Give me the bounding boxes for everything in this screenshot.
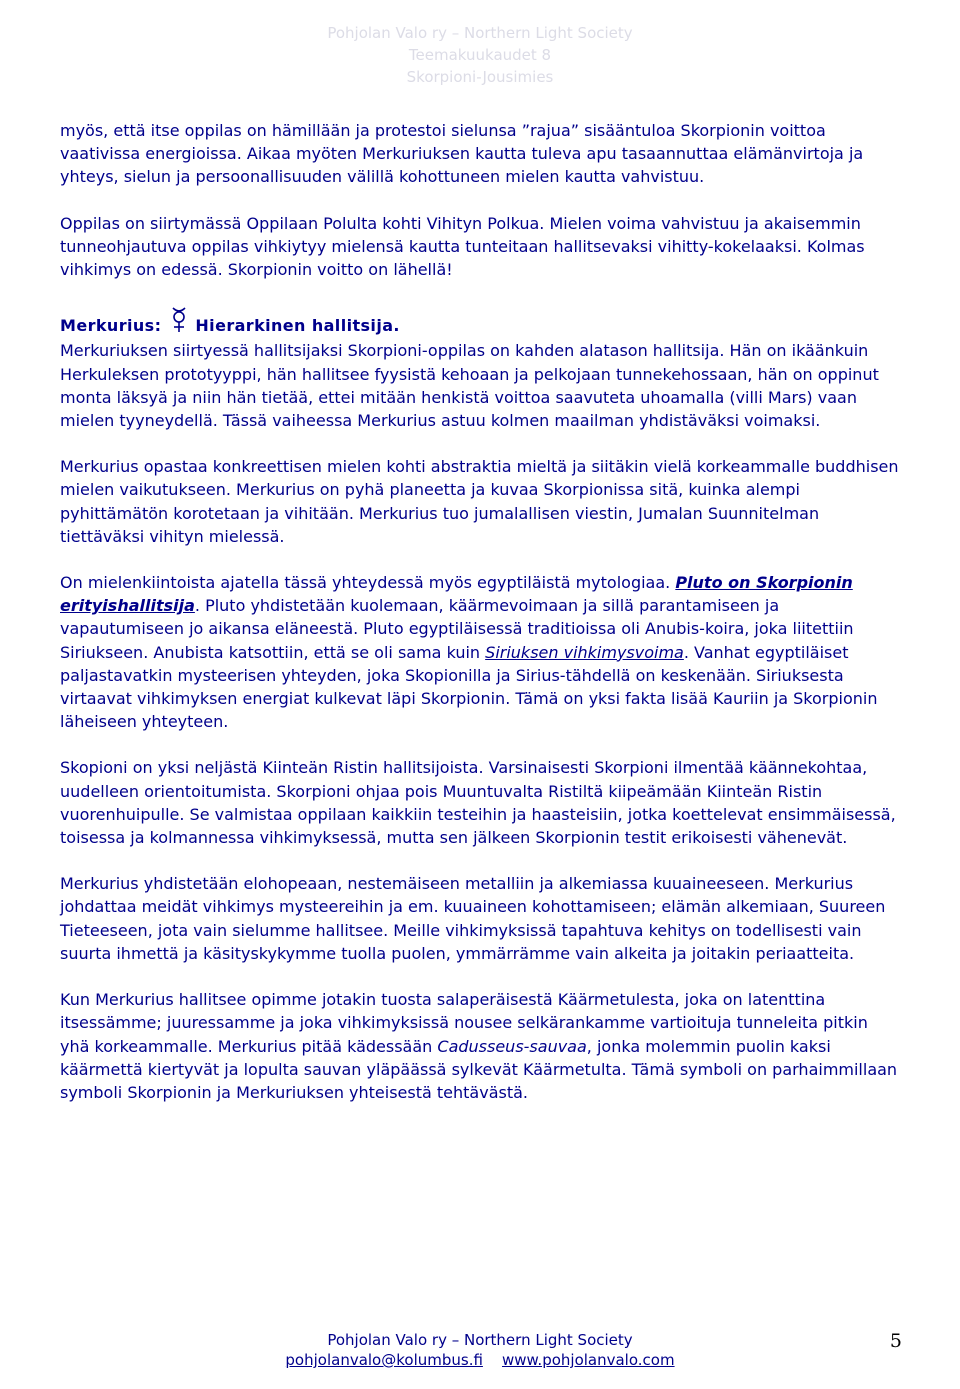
footer-org: Pohjolan Valo ry – Northern Light Society xyxy=(327,1331,633,1349)
paragraph: Skopioni on yksi neljästä Kiinteän Ristin hallitsijoista. Varsinaisesti Skorpioni ilmentää käännekohtaa, uudelleen orientoitumista. Skorpioni ohjaa pois Muuntuvalta Ristiltä kiipeämään Kiinteän Ristin vuorenhuipulle. Se valmistaa oppilaan kaikkiin testeihin ja haasteisiin, jotka koettelevat ensimmäisessä, toisessa ja kolmannessa vihkimyksessä, mutta sen jälkeen Skorpionin testit erikoisesti vähenevät. xyxy=(60,758,896,848)
body-text xyxy=(60,119,902,1104)
text-run: . Pluto yhdistetään kuolemaan, käärmevoimaan ja sillä parantamiseen ja vapautumiseen jo aikansa eläneestä. Pluto egyptiläisessä traditioissa oli Anubis-koira, joka liitettiin Siriukseen. Anubista katsottiin, että se oli sama kuin xyxy=(60,596,854,662)
merkurius-label: Merkurius: xyxy=(60,316,162,336)
header-series: Teemakuukaudet 8 xyxy=(408,46,552,64)
sirius-link[interactable]: Siriuksen vihkimysvoima xyxy=(485,642,684,662)
text-run: . Vanhat egyptiläiset paljastavatkin mysteerisen yhteyden, joka Skopionilla ja Sirius-tähdellä on keskenään. Siriuksesta virtaavat vihkimyksen energiat kulkevat läpi Skorpionin. Tämä on yksi fakta lisää Kauriin ja Skorpionin läheiseen yhteyteen. xyxy=(60,642,878,732)
paragraph xyxy=(60,571,902,733)
footer-links xyxy=(0,1350,960,1370)
paragraph: Merkurius opastaa konkreettisen mielen kohti abstraktia mieltä ja siitäkin vielä korkeammalle buddhisen mielen vaikutukseen. Merkurius on pyhä planeetta ja kuvaa Skorpionissa sitä, kuinka alempi pyhittämätön korotetaan ja vihitään. Merkurius tuo jumalallisen viestin, Jumalan Suunnitelman tiettäväksi vihityn mielessä. xyxy=(60,457,899,546)
footer xyxy=(0,1330,960,1370)
merkurius-title: Hierarkinen hallitsija. xyxy=(195,316,400,336)
paragraph: myös, että itse oppilas on hämillään ja protestoi sielunsa ”rajua” sisääntuloa Skorpionin voittoa vaativissa energioissa. Aikaa myöten Merkuriuksen kautta tuleva apu tasaannuttaa elämänvirtoja ja yhteys, sielun ja persoonallisuuden välillä kohottuneen mielen kautta vahvistuu. xyxy=(60,121,864,187)
website-link[interactable]: www.pohjolanvalo.com xyxy=(502,1351,675,1369)
text-run: On mielenkiintoista ajatella tässä yhteydessä myös egyptiläistä mytologiaa. xyxy=(60,573,676,593)
paragraph: Merkuriuksen siirtyessä hallitsijaksi Skorpioni-oppilas on kahden alatason hallitsija. Hän on ikäänkuin Herkuleksen prototyyppi, hän hallitsee fyysistä kehoaan ja pelkojaan tunnekehossaan, hän on oppinut monta läksyä ja niin hän tietää, ettei mitään henkistä voittoa saavuteta uhoamalla (villi Mars) vaan mielen tyyneydellä. Tässä vaiheessa Merkurius astuu kolmen maailman yhdistäväksi voimaksi. xyxy=(60,341,879,431)
text-run: , jonka molemmin puolin kaksi käärmettä kiertyvät ja lopulta sauvan yläpäässä sylkevät Käärmetulta. Tämä symboli on parhaimmillaan symboli Skorpionin ja Merkuriuksen yhteisestä tehtävästä. xyxy=(60,1036,898,1102)
header-topic: Skorpioni-Jousimies xyxy=(406,68,554,86)
paragraph xyxy=(60,988,902,1104)
header-org: Pohjolan Valo ry – Northern Light Society xyxy=(327,24,633,42)
page-number: 5 xyxy=(889,1330,902,1352)
email-link[interactable]: pohjolanvalo@kolumbus.fi xyxy=(285,1351,483,1369)
paragraph: Oppilas on siirtymässä Oppilaan Polulta kohti Vihityn Polkua. Mielen voima vahvistuu ja akaisemmin tunneohjautuva oppilas vihkiytyy mielensä kautta tunteitaan hallitsevaksi vihitty-kokelaaksi. Kolmas vihkimys on edessä. Skorpionin voitto on lähellä! xyxy=(60,213,865,280)
pluto-link[interactable]: Pluto on Skorpionin erityishallitsija xyxy=(60,573,853,616)
merkurius-heading xyxy=(60,307,902,339)
cadusseus-term: Cadusseus-sauvaa xyxy=(437,1036,587,1056)
paragraph: Merkurius yhdistetään elohopeaan, nestemäiseen metalliin ja alkemiassa kuuaineeseen. Merkurius johdattaa meidät vihkimys mysteereihin ja em. kuuaineen kohottamiseen; elämän alkemiaan, Suureen Tieteeseen, jota vain sielumme hallitsee. Meille vihkimyksissä tapahtuva kehitys on todellisesti vain suurta ihmettä ja käsityskykymme tuolla puolen, ymmärrämme vain alkeita ja joitakin periaatteita. xyxy=(60,874,886,963)
text-run: Kun Merkurius hallitsee opimme jotakin tuosta salaperäisestä Käärmetulesta, joka on latenttina itsessämme; juuressamme ja joka vihkimyksissä nousee selkärankamme vartioituja tunneleita pitkin yhä korkeammalle. Merkurius pitää kädessään xyxy=(60,990,868,1056)
header xyxy=(0,22,960,88)
mercury-symbol-icon xyxy=(169,307,189,339)
